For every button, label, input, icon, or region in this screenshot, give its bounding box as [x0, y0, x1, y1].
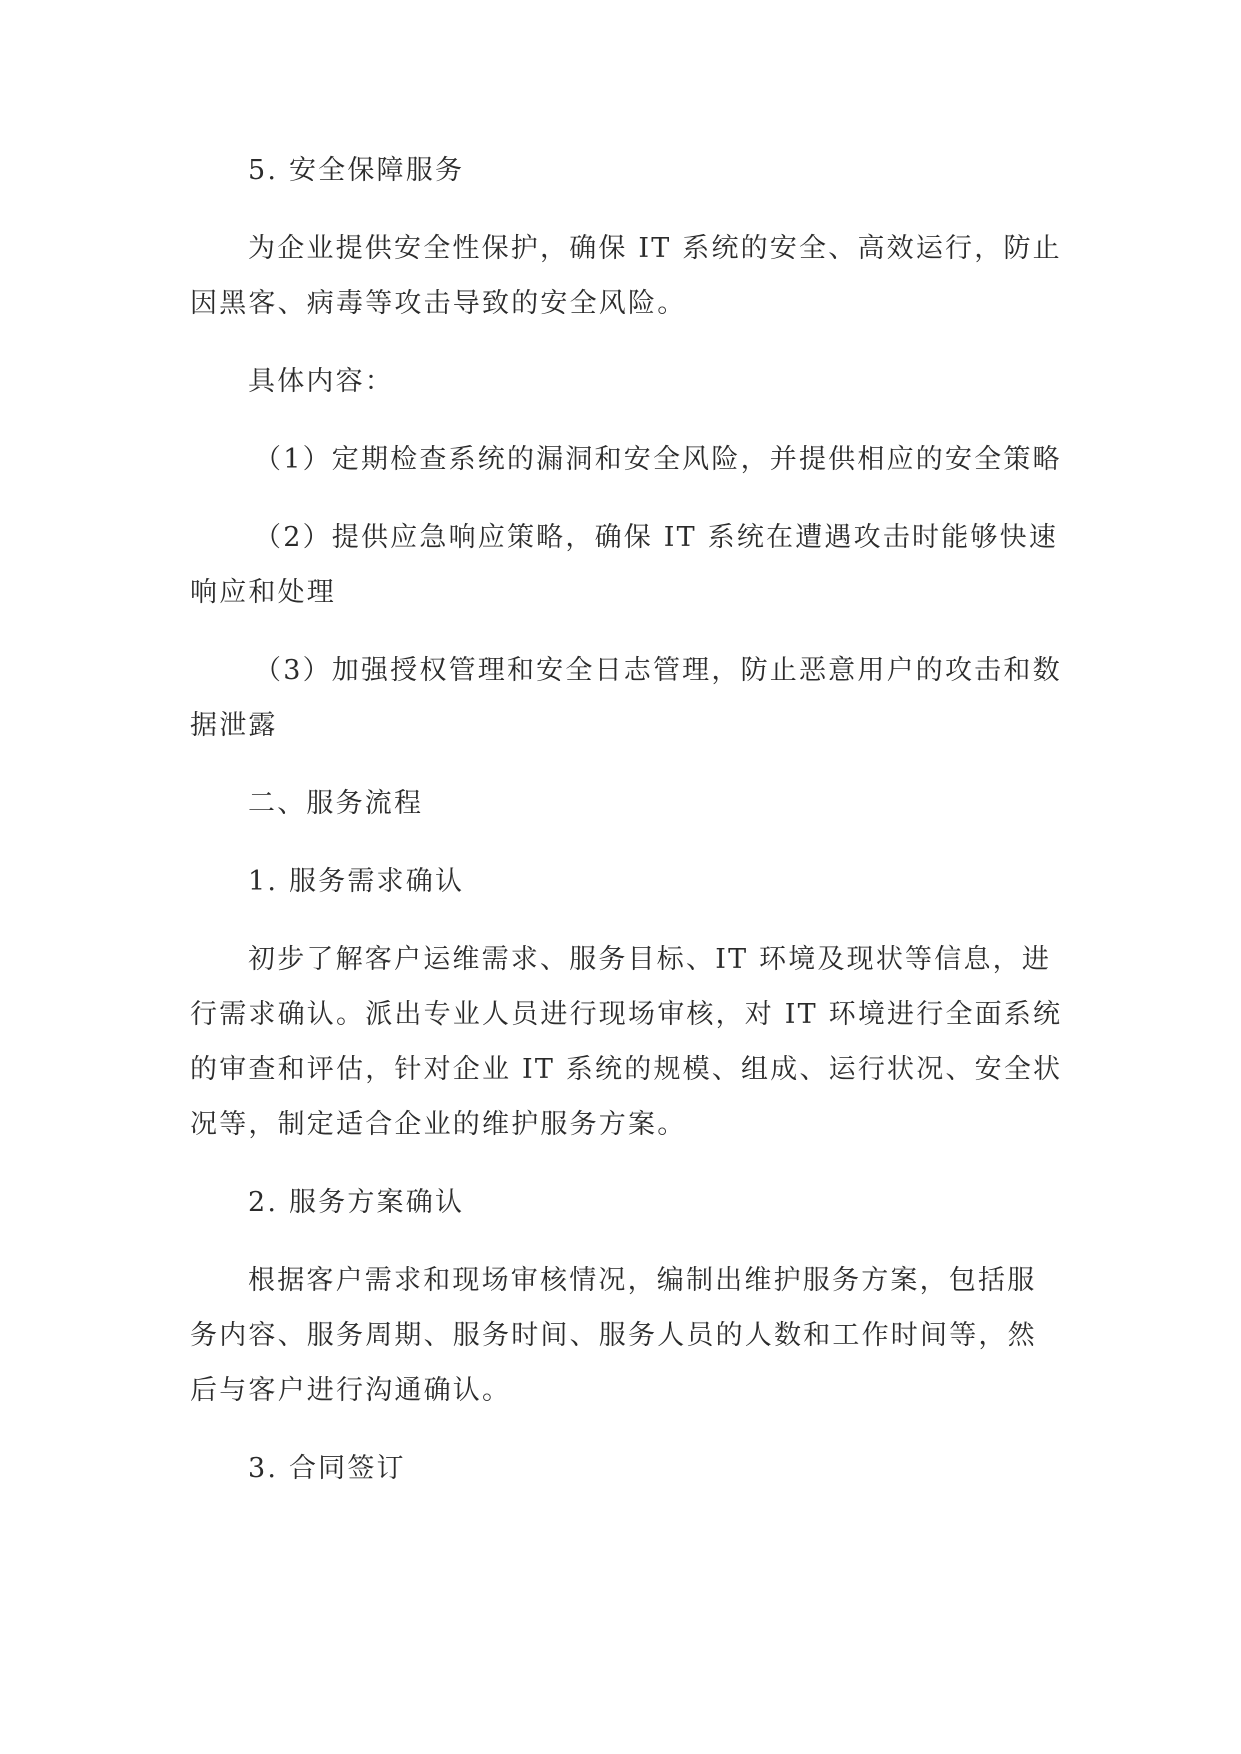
- paragraph-line: 务内容、服务周期、服务时间、服务人员的人数和工作时间等，然: [190, 1320, 1037, 1351]
- paragraph-line: 的审查和评估，针对企业 IT 系统的规模、组成、运行状况、安全状: [190, 1054, 1063, 1085]
- paragraph-line: 为企业提供安全性保护，确保 IT 系统的安全、高效运行，防止: [248, 233, 1062, 264]
- paragraph-line: 行需求确认。派出专业人员进行现场审核，对 IT 环境进行全面系统: [190, 999, 1063, 1030]
- list-item-1: （1）定期检查系统的漏洞和安全风险，并提供相应的安全策略: [254, 444, 1062, 475]
- list-item-3-continuation: 据泄露: [190, 710, 278, 741]
- paragraph-line: 因黑客、病毒等攻击导致的安全风险。: [190, 288, 687, 319]
- chapter-heading-service-process: 二、服务流程: [248, 788, 424, 819]
- section-heading-requirement-confirmation: 1. 服务需求确认: [248, 866, 465, 897]
- section-heading-contract-signing: 3. 合同签订: [248, 1453, 406, 1484]
- list-item-2-continuation: 响应和处理: [190, 577, 336, 608]
- paragraph-line: 根据客户需求和现场审核情况，编制出维护服务方案，包括服: [248, 1265, 1037, 1296]
- section-heading-plan-confirmation: 2. 服务方案确认: [248, 1187, 465, 1218]
- list-item-2: （2）提供应急响应策略，确保 IT 系统在遭遇攻击时能够快速: [254, 522, 1059, 553]
- paragraph-line: 后与客户进行沟通确认。: [190, 1375, 512, 1406]
- paragraph-line: 初步了解客户运维需求、服务目标、IT 环境及现状等信息，进: [248, 944, 1052, 975]
- section-heading-security-service: 5. 安全保障服务: [248, 155, 465, 186]
- content-label: 具体内容：: [248, 366, 394, 397]
- list-item-3: （3）加强授权管理和安全日志管理，防止恶意用户的攻击和数: [254, 655, 1062, 686]
- paragraph-line: 况等，制定适合企业的维护服务方案。: [190, 1109, 687, 1140]
